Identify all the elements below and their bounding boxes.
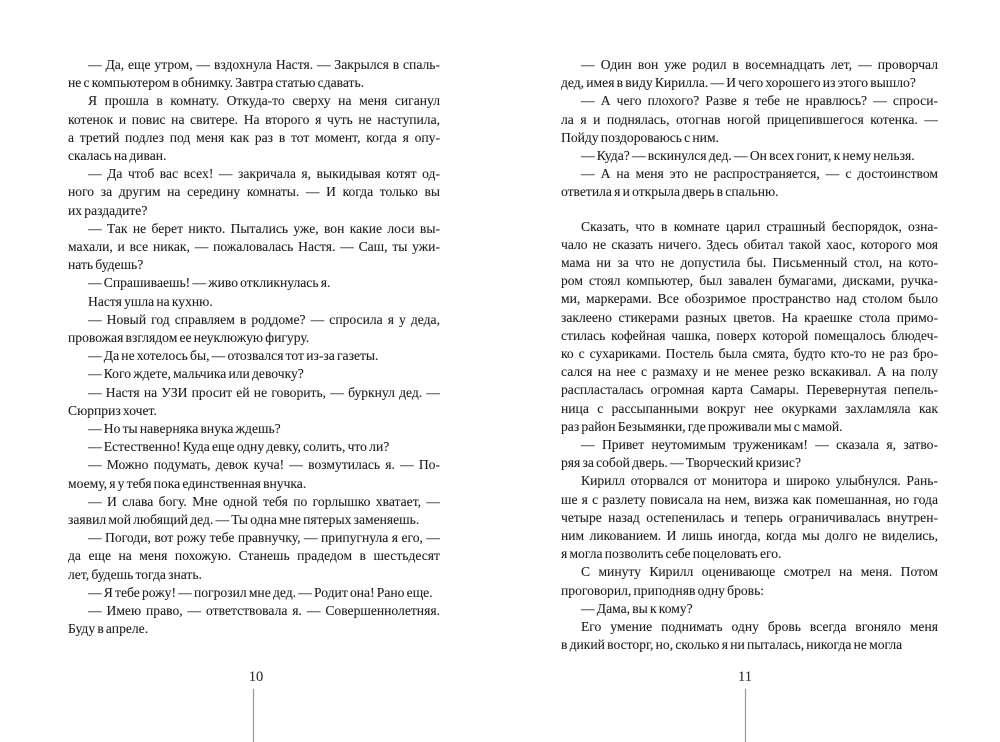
text-line: четыре назад остепенилась и теперь ограничивалась внутрен- xyxy=(561,509,938,525)
text-line: — Спрашиваешь! — живо откликнулась я. xyxy=(88,275,331,291)
text-line: распласталась огромная карта Самары. Перевернутая пепель- xyxy=(561,382,938,398)
text-line: ше я с разлету повисала на нем, визжа как помешанная, но года xyxy=(561,491,938,507)
paragraph xyxy=(68,584,440,602)
text-line: котенок и повис на свитере. На второго я чуть не наступила, xyxy=(68,111,440,127)
text-line: мама ни за что не допустила бы. Письменный стол, на кото- xyxy=(561,255,938,271)
paragraph xyxy=(68,274,440,292)
paragraph xyxy=(68,493,440,529)
paragraph xyxy=(68,56,440,92)
text-line: — А чего плохого? Разве я тебе не нравлюсь? — спроси- xyxy=(581,93,938,109)
text-line: ница с рассыпанными вокруг нее окурками захламляла как xyxy=(561,400,938,416)
page-left-text xyxy=(68,56,440,639)
text-line: — Новый год справляем в роддоме? — спросила я у деда, xyxy=(88,311,440,327)
text-line: я могла позволить себе поцеловать его. xyxy=(561,546,782,562)
paragraph xyxy=(68,347,440,365)
paragraph xyxy=(68,165,440,220)
paragraph xyxy=(68,220,440,275)
text-line: — Естественно! Куда еще одну девку, солить, что ли? xyxy=(88,439,390,455)
text-line: в дикий восторг, но, сколько я ни пыталась, никогда не могла xyxy=(561,637,903,653)
text-line: махали, и все никак, — пожаловалась Настя. — Саш, ты ужи- xyxy=(68,239,440,255)
paragraph xyxy=(68,529,440,584)
paragraph xyxy=(68,384,440,420)
text-line: — Да, еще утром, — вздохнула Настя. — Закрылся в спаль- xyxy=(88,57,440,72)
text-line: Его умение поднимать одну бровь всегда вгоняло меня xyxy=(581,619,938,635)
text-line: Сюрприз хочет. xyxy=(68,402,157,418)
text-line: проговорил, приподняв одну бровь: xyxy=(561,582,765,598)
text-line: заклеено стикерами разных цветов. На краешке стола примо- xyxy=(561,309,938,325)
text-line: — Да не хотелось бы, — отозвался тот из-за газеты. xyxy=(88,348,379,364)
text-line: — Так не берет никто. Пытались уже, вон какие лоси вы- xyxy=(88,220,440,236)
text-line: — Я тебе рожу! — погрозил мне дед. — Родит она! Рано еще. xyxy=(88,584,433,600)
text-line: — Куда? — вскинулся дед. — Он всех гонит, к нему нельзя. xyxy=(581,148,915,164)
paragraph xyxy=(561,600,938,618)
page-fold-mark-left xyxy=(253,689,254,742)
text-line: ответила я и открыла дверь в спальню. xyxy=(561,184,779,200)
text-line: — Настя на УЗИ просит ей не говорить, — буркнул дед. — xyxy=(88,384,440,400)
text-line: — Дама, вы к кому? xyxy=(581,600,693,616)
text-line: Буду в апреле. xyxy=(68,621,149,637)
text-line: ного за другим на середину комнаты. — И когда только вы xyxy=(68,184,440,200)
text-line: — Кого ждете, мальчика или девочку? xyxy=(88,366,304,382)
text-line: — А на меня это не распространяется, — с достоинством xyxy=(581,166,938,182)
paragraph xyxy=(561,218,938,436)
text-line: Пойду поздороваюсь с ним. xyxy=(561,129,719,145)
text-line: — Один вон уже родил в восемнадцать лет, — проворчал xyxy=(581,57,938,72)
page-number-right: 11 xyxy=(738,669,752,685)
text-line: ла я и поднялась, отогнав ногой прицепившегося котенка. — xyxy=(561,111,938,127)
text-line: — Имею право, — ответствовала я. — Совершеннолетняя. xyxy=(88,603,440,619)
text-line: — Но ты наверняка внука ждешь? xyxy=(88,421,281,437)
paragraph xyxy=(68,438,440,456)
text-line: С минуту Кирилл оценивающе смотрел на меня. Потом xyxy=(581,564,938,580)
text-line: не с компьютером в обнимку. Завтра статью сдавать. xyxy=(68,75,365,91)
text-line: стилась кофейная чашка, поверх которой помещалось блюдеч- xyxy=(561,327,938,343)
paragraph xyxy=(68,420,440,438)
text-line: их раздадите? xyxy=(68,202,148,218)
page-right-text xyxy=(561,56,938,655)
paragraph xyxy=(68,365,440,383)
text-line: ко с сухариками. Постель была смята, будто кто-то не раз бро- xyxy=(561,346,938,362)
text-line: — Погоди, вот рожу тебе правнучку, — припугнула я его, — xyxy=(88,530,440,546)
text-line: ряя за собой дверь. — Творческий кризис? xyxy=(561,455,801,471)
text-line: — И слава богу. Мне одной тебя по горлышко хватает, — xyxy=(88,493,440,509)
paragraph xyxy=(561,147,938,165)
paragraph xyxy=(561,563,938,599)
text-line: нать будешь? xyxy=(68,257,144,273)
text-line: ним ликованием. И лишь иногда, когда мы долго не виделись, xyxy=(561,528,938,544)
text-line: — Привет неутомимым труженикам! — сказала я, затво- xyxy=(581,437,938,453)
paragraph xyxy=(561,165,938,201)
paragraph xyxy=(561,92,938,147)
text-line: заявил мой любящий дед. — Ты одна мне пятерых заменяешь. xyxy=(68,512,420,528)
text-line: провожая взглядом ее неуклюжую фигуру. xyxy=(68,330,310,346)
text-line: а третий подлез под меня как раз в тот момент, когда я опу- xyxy=(68,129,440,145)
text-line: моему, я у тебя пока единственная внучка. xyxy=(68,475,307,491)
text-line: — Да чтоб вас всех! — закричала я, выкидывая котят од- xyxy=(88,166,440,182)
paragraph xyxy=(68,602,440,638)
text-line: дед, имея в виду Кирилла. — И чего хорошего из этого вышло? xyxy=(561,75,916,91)
paragraph xyxy=(561,56,938,92)
paragraph xyxy=(561,472,938,563)
text-line: ром стоял компьютер, был завален бумагами, дисками, ручка- xyxy=(561,273,938,289)
text-line: — Можно подумать, девок куча! — возмутилась я. — По- xyxy=(88,457,440,473)
text-line: Я прошла в комнату. Откуда-то сверху на меня сиганул xyxy=(88,93,440,109)
page-fold-mark-right xyxy=(745,689,746,742)
text-line: сался на нее с размаху и не менее резко вскакивал. А на полу xyxy=(561,364,938,380)
text-line: Настя ушла на кухню. xyxy=(88,293,213,309)
paragraph xyxy=(68,92,440,165)
text-line: чало не сказать ничего. Здесь обитал такой хаос, которого моя xyxy=(561,236,938,252)
text-line: скалась на диван. xyxy=(68,148,167,164)
paragraph xyxy=(561,436,938,472)
text-line: лет, будешь тогда знать. xyxy=(68,566,202,582)
paragraph xyxy=(68,293,440,311)
text-line: ми, маркерами. Все обозримое пространство над столом было xyxy=(561,291,938,307)
text-line: раз район Безымянки, где проживали мы с мамой. xyxy=(561,418,843,434)
text-line: Кирилл оторвался от монитора и широко улыбнулся. Рань- xyxy=(581,473,938,489)
text-line: да еще на меня похожую. Станешь прадедом в шестьдесят xyxy=(68,548,440,564)
paragraph xyxy=(68,456,440,492)
text-line: Сказать, что в комнате царил страшный беспорядок, озна- xyxy=(581,218,938,234)
paragraph xyxy=(68,311,440,347)
paragraph xyxy=(561,618,938,654)
page-number-left: 10 xyxy=(248,669,264,685)
